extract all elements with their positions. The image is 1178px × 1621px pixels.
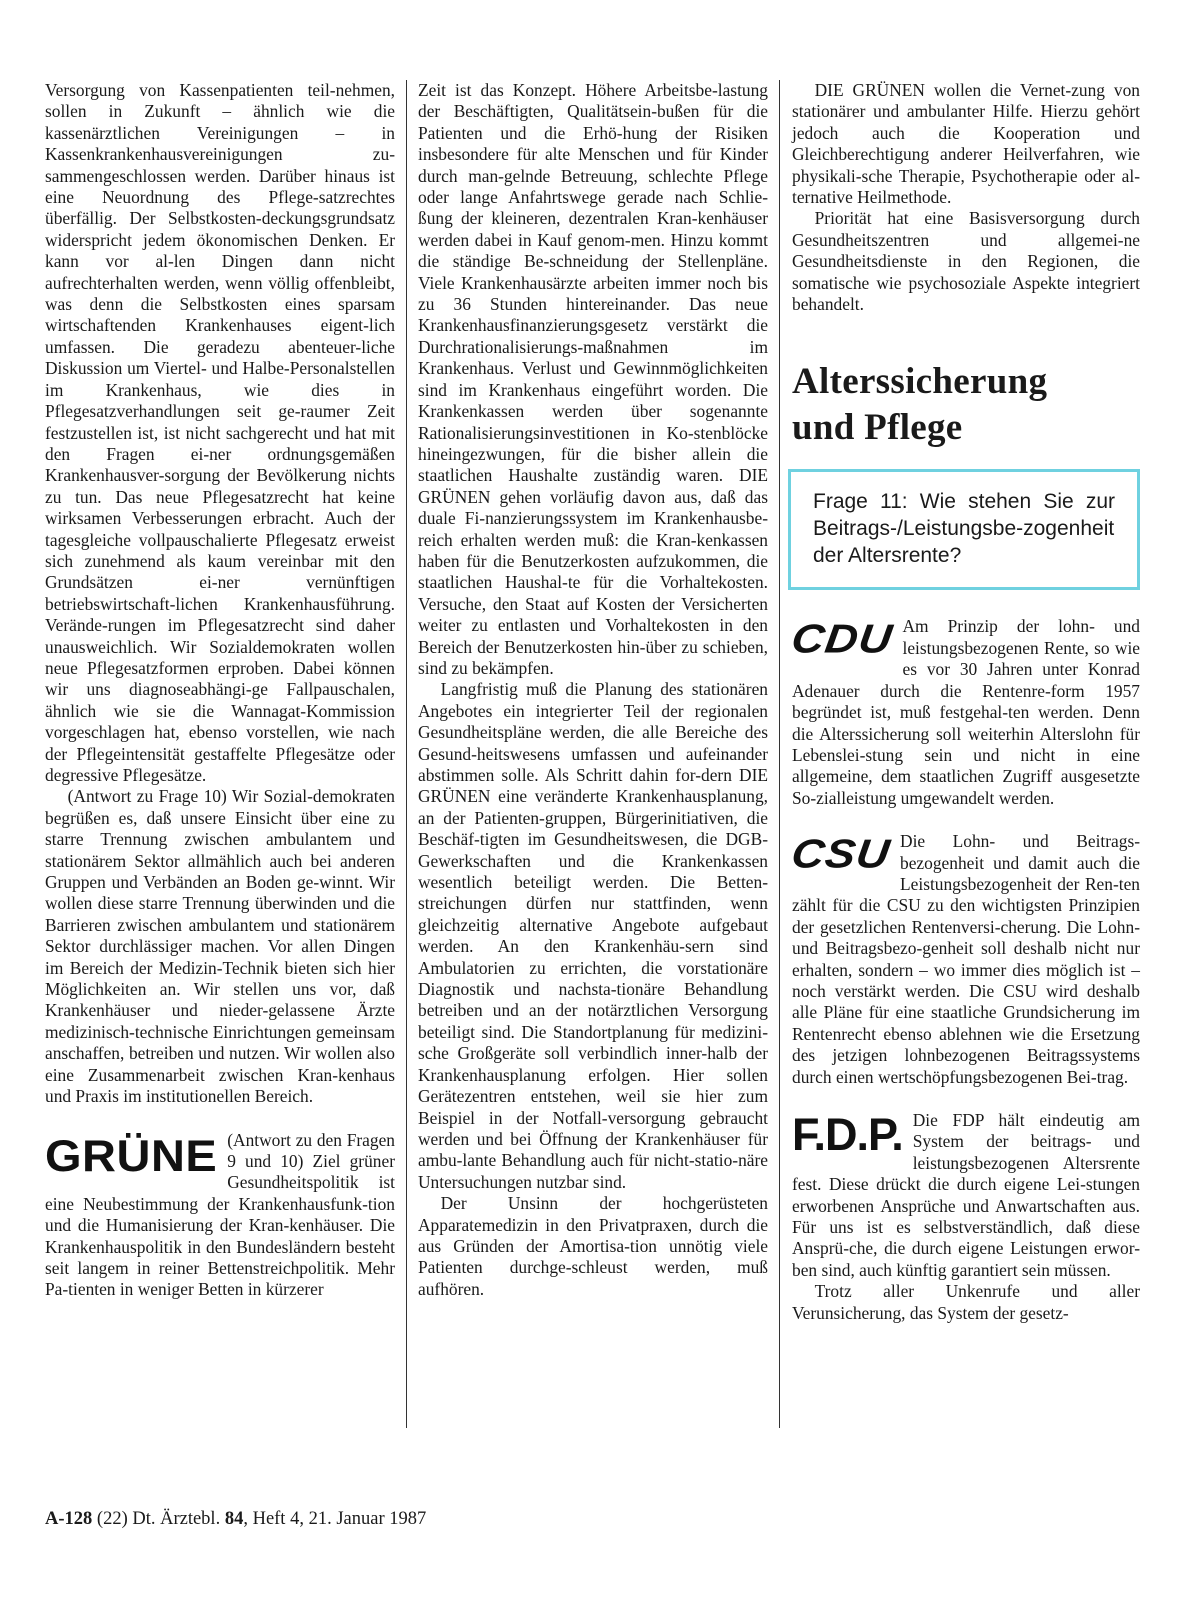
csu-logo: CSU (788, 830, 894, 877)
spd-paragraph-2: (Antwort zu Frage 10) Wir Sozial-demokraten begrüßen es, daß unsere Einsicht über eine zu starre Trennung zwischen ambulantem und stationärem Sektor allmählich auch bei anderen Gruppen und Verbänden an Boden ge-winnt. Wir wollen diese starre Trennung überwinden und die Barrieren zwischen ambulantem und stationärem Sektor durchlässiger machen. Vor allen Dingen im Bereich der Medizin-Technik bieten sich hier Möglichkeiten an. Wir stellen uns vor, daß Krankenhäuser und nieder-gelassene Ärzte medizinisch-technische Einrichtungen gemeinsam anschaffen, betreiben und nutzen. Wir wollen also eine Zusammenarbeit zwischen Kran-kenhaus und Praxis im institutionellen Bereich. (45, 786, 395, 1107)
column-1 (45, 80, 395, 1301)
column-divider-2 (779, 80, 780, 1428)
question-box: Frage 11: Wie stehen Sie zur Beitrags-/Leistungsbe-zogenheit der Altersrente? (788, 469, 1140, 590)
grune-logo: GRÜNE (45, 1129, 218, 1181)
csu-text: Die Lohn- und Beitrags-bezogenheit und damit auch die Leistungsbezogenheit der Ren-ten zählt für die CSU zu den wichtigsten Prinzipien der gesetzlichen Rentenversi-cherung. Die Lohn- und Beitragsbezo-genheit soll deshalb nicht nur erhalten, sondern – wo immer dies möglich ist – noch verstärkt werden. Die CSU wird deshalb alle Pläne für eine staatliche Grundsicherung im Rentenrecht ebenso ablehnen wie die Ersetzung des jetzigen lohnbezogenen Beitragssystems durch einen wertschöpfungsbezogenen Bei-trag. (792, 831, 1140, 1087)
grune-block (45, 1130, 395, 1301)
column-2 (418, 80, 768, 1300)
grune-paragraph-5: Priorität hat eine Basisversorgung durch Gesundheitszentren und allgemei-ne Gesundheitsdienste in den Regionen, die somatische wie psychosoziale Aspekte integriert behandelt. (792, 208, 1140, 315)
footer-issue: , Heft 4, 21. Januar 1987 (243, 1509, 427, 1529)
page-footer (45, 1509, 426, 1530)
fdp-paragraph-2: Trotz aller Unkenrufe und aller Verunsicherung, das System der gesetz- (792, 1281, 1140, 1323)
csu-block (788, 830, 1140, 1088)
grune-paragraph-4: DIE GRÜNEN wollen die Vernet-zung von stationärer und ambulanter Hilfe. Hierzu gehört jedoch auch die Kooperation und Gleichberechtigung anderer Heilverfahren, wie physikali-sche Therapie, Psychotherapie oder al-ternative Heilmethode. (792, 80, 1140, 208)
grune-paragraph-2: Langfristig muß die Planung des stationären Angebotes ein integrierter Teil der regionalen Gesundheitspläne werden, die alle Bereiche des Gesund-heitswesens umfassen und aufeinander abstimmen solle. Als Schritt dahin for-dern DIE GRÜNEN eine veränderte Krankenhausplanung, an der Patienten-gruppen, Bürgerinitiativen, die Beschäf-tigten im Gesundheitswesen, die DGB-Gewerkschaften und die Krankenkassen wesentlich beteiligt werden. Die Betten-streichungen dürfen nur stattfinden, wenn gleichzeitig alternative Angebote aufgebaut werden. An den Krankenhäu-sern sind Ambulatorien zu errichten, die vorstationäre Diagnostik und nachsta-tionäre Behandlung betreiben und an der notärztlichen Versorgung beteiligt sind. Die Standortplanung für medizini-sche Großgeräte soll verbindlich inner-halb der Krankenhausplanung erfolgen. Hier sollen Gerätezentren entstehen, weil sie hier zum Beispiel in der Notfall-versorgung gebraucht werden und bei Öffnung der Krankenhäuser für ambu-lante Behandlung auch für nicht-statio-näre Untersuchungen nutzbar sind. (418, 679, 768, 1192)
fdp-logo: F.D.P. (792, 1109, 903, 1160)
column-3 (788, 80, 1140, 1324)
cdu-text: Am Prinzip der lohn- und leistungsbezogenen Rente, so wie es vor 30 Jahren unter Konrad Adenauer durch die Rentenre-form 1957 begründet ist, muß festgehal-ten werden. Denn die Alterssicherung soll weiterhin Alterslohn für Lebenslei-stung sein und nicht in eine allgemeine, dem staatlichen Zugriff ausgesetzte So-zialleistung umgewandelt werden. (792, 616, 1140, 808)
grune-paragraph-1: Zeit ist das Konzept. Höhere Arbeitsbe-lastung der Beschäftigten, Qualitätsein-bußen für die Patienten und die Erhö-hung der Risiken insbesondere für alte Menschen und für Kinder durch man-gelnde Betreuung, schlechte Pflege oder lange Anfahrtswege gerade nach Schlie-ßung der kleineren, dezentralen Kran-kenhäuser werden dabei in Kauf genom-men. Hinzu kommt die ständige Be-schneidung der Stellenpläne. Viele Krankenhausärzte arbeiten immer noch bis zu 36 Stunden hintereinander. Das neue Krankenhausfinanzierungsgesetz verstärkt die Durchrationalisierungs-maßnahmen im Krankenhaus. Verlust und Gewinnmöglichkeiten sind im Krankenhaus eingeführt worden. Die Krankenkassen werden über sogenannte Rationalisierungsinvestitionen in Ko-stenblöcke hineingezwungen, für die bisher allein die staatlichen Haushalte zuständig waren. DIE GRÜNEN gehen vorläufig davon aus, daß das duale Fi-nanzierungssystem im Krankenhausbe-reich erhalten werden muß: die Kran-kenkassen haben für die Benutzerkosten aufzukommen, die staatlichen Haushal-te für die Vorhaltekosten. Versuche, den Staat auf Kosten der Versicherten weiter zu entlasten und Vorhaltekosten in den Bereich der Benutzerkosten hin-über zu schieben, sind zu bekämpfen. (418, 80, 768, 678)
footer-volume: 84 (224, 1509, 244, 1529)
spd-paragraph-1: Versorgung von Kassenpatienten teil-nehmen, sollen in Zukunft – ähnlich wie die kassenärztlichen Vereinigungen – in Kassenkrankenhausvereinigungen zu-sammengeschlossen werden. Darüber hinaus ist eine Neuordnung des Pflege-satzrechtes überfällig. Der Selbstkosten-deckungsgrundsatz widerspricht jedem ökonomischen Denken. Er kann vor al-len Dingen dann nicht aufrechterhalten werden, wenn völlig offenbleibt, was denn die Selbstkosten eines sparsam wirtschaftenden Krankenhauses eigent-lich umfassen. Die geradezu abenteuer-liche Diskussion um Viertel- und Halbe-Personalstellen im Krankenhaus, wie dies in Pflegesatzverhandlungen seit ge-raumer Zeit festzustellen ist, ist nicht sachgerecht und hat mit den Fragen ei-ner ordnungsgemäßen Krankenhausver-sorgung der Bevölkerung nichts zu tun. Das neue Pflegesatzrecht hat keine wirksamen Verbesserungen erbracht. Auch der tagesgleiche vollpauschalierte Pflegesatz erweist sich zunehmend als kaum vereinbar mit den Grundsätzen ei-ner vernünftigen betriebswirtschaft-lichen Krankenhausführung. Verände-rungen im Pflegesatzrecht sind daher unausweichlich. Wir Sozialdemokraten wollen neue Pflegesatzformen erproben. Dabei können wir uns diagnoseabhängi-ge Fallpauschalen, ähnlich wie sie die Wannagat-Kommission vorgeschlagen hat, ebenso vorstellen, wie nach der Pflegeintensität gestaffelte Pflegesätze oder degressive Pflegesätze. (45, 80, 395, 785)
grune-paragraph-3: Der Unsinn der hochgerüsteten Apparatemedizin in den Privatpraxen, durch die aus Gründen der Amortisa-tion unnötig viele Patienten durchge-schleust werden, muß aufhören. (418, 1193, 768, 1299)
column-divider-1 (406, 80, 407, 1428)
footer-journal: (22) Dt. Ärztebl. (96, 1509, 221, 1529)
fdp-text: Die FDP hält eindeutig am System der beitrags- und leistungsbezogenen Altersrente fest. Diese drückt die durch eigene Lei-stungen erworbenen Ansprüche und Anwartschaften aus. Für uns ist es selbstverständlich, daß diese Ansprü-che, die durch eigene Leistungen erwor-ben sind, auch künftig garantiert sein müssen. (792, 1110, 1140, 1280)
cdu-block (788, 616, 1140, 809)
grune-text: (Antwort zu den Fragen 9 und 10) Ziel grüner Gesundheitspolitik ist eine Neubestimmung der Krankenhausfunk-tion und die Humanisierung der Kran-kenhäuser. Die Krankenhauspolitik in den Bundesländern besteht seit langem in reiner Bettenstreichpolitik. Mehr Pa-tienten in weniger Betten in kürzerer (45, 1129, 395, 1300)
fdp-block (792, 1110, 1140, 1281)
section-title: Alterssicherung und Pflege (792, 361, 1048, 449)
cdu-logo: CDU (788, 616, 896, 662)
page-number: A-128 (45, 1509, 93, 1529)
